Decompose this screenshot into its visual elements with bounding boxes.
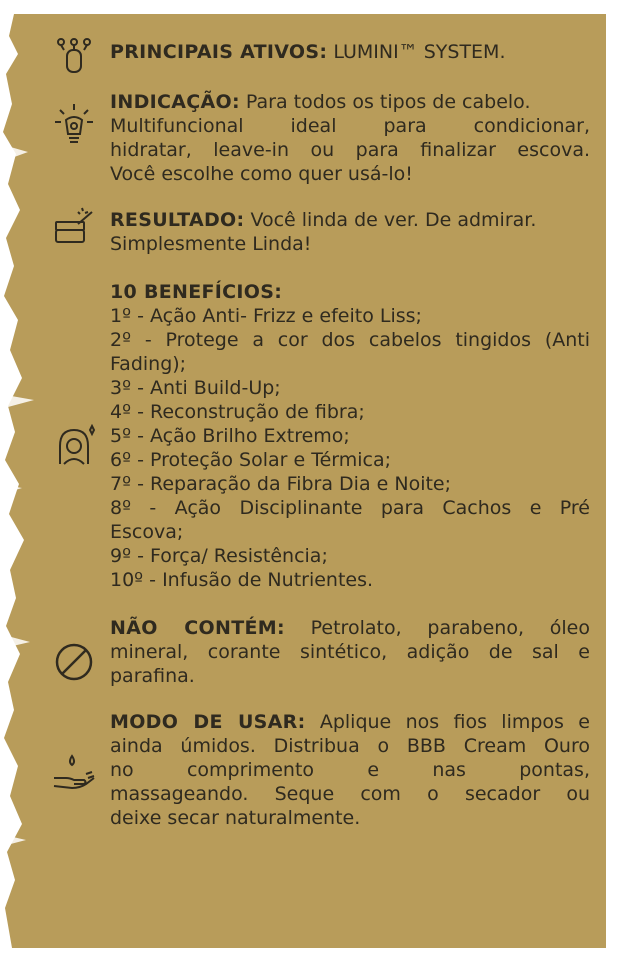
beneficio-item: 5º - Ação Brilho Extremo;: [110, 425, 350, 447]
resultado-line2: Simplesmente Linda!: [110, 233, 312, 255]
beneficio-item: 6º - Proteção Solar e Térmica;: [110, 449, 392, 471]
modo-de-usar-line4: massageando. Seque com o secador ou: [110, 783, 590, 805]
modo-de-usar-line1: Aplique nos fios limpos e: [319, 711, 590, 733]
prohibited-icon: [52, 640, 96, 684]
beneficio-item: Fading);: [110, 353, 187, 375]
modo-de-usar-line2: ainda úmidos. Distribua o BBB Cream Ouro: [110, 735, 590, 757]
beneficio-item: 7º - Reparação da Fibra Dia e Noite;: [110, 473, 452, 495]
lightbulb-icon: [52, 102, 96, 146]
indicacao-line3: hidratar, leave-in ou para finalizar escova.: [110, 139, 590, 161]
beneficio-item: 10º - Infusão de Nutrientes.: [110, 569, 374, 591]
test-tubes-icon: [52, 34, 96, 78]
beneficio-item: 3º - Anti Build-Up;: [110, 377, 281, 399]
principais-heading: PRINCIPAIS ATIVOS:: [110, 41, 328, 63]
modo-de-usar-heading: MODO DE USAR:: [110, 711, 306, 733]
beneficio-item: 2º - Protege a cor dos cabelos tingidos (Anti: [110, 329, 590, 351]
brush-edge-decoration: [0, 14, 50, 948]
nao-contem-line3: parafina.: [110, 665, 195, 687]
indicacao-line2: Multifuncional ideal para condicionar,: [110, 115, 590, 137]
product-info-panel: [0, 14, 606, 948]
beneficio-item: 9º - Força/ Resistência;: [110, 545, 328, 567]
modo-de-usar-section: [110, 710, 590, 830]
cream-jar-icon: [52, 204, 96, 248]
modo-de-usar-line3: no comprimento e nas pontas,: [110, 759, 590, 781]
nao-contem-line1: Petrolato, parabeno, óleo: [310, 617, 590, 639]
resultado-section: [110, 208, 590, 256]
indicacao-heading: INDICAÇÃO:: [110, 91, 240, 113]
beneficios-section: [110, 280, 590, 592]
principais-text: LUMINI™ SYSTEM.: [333, 41, 506, 63]
nao-contem-heading: NÃO CONTÉM:: [110, 617, 285, 639]
modo-de-usar-line5: deixe secar naturalmente.: [110, 807, 361, 829]
hand-drop-icon: [52, 752, 96, 796]
indicacao-line1: Para todos os tipos de cabelo.: [245, 91, 531, 113]
principais-ativos-section: [110, 40, 590, 64]
resultado-heading: RESULTADO:: [110, 209, 245, 231]
resultado-line1: Você linda de ver. De admirar.: [250, 209, 537, 231]
indicacao-line4: Você escolhe como quer usá-lo!: [110, 163, 413, 185]
beneficios-heading: 10 BENEFÍCIOS:: [110, 281, 283, 303]
beneficio-item: Escova;: [110, 521, 184, 543]
woman-sparkle-icon: [52, 424, 96, 468]
beneficio-item: 4º - Reconstrução de fibra;: [110, 401, 365, 423]
nao-contem-section: [110, 616, 590, 688]
indicacao-section: [110, 90, 590, 186]
beneficio-item: 8º - Ação Disciplinante para Cachos e Pré: [110, 497, 590, 519]
nao-contem-line2: mineral, corante sintético, adição de sal e: [110, 641, 590, 663]
beneficio-item: 1º - Ação Anti- Frizz e efeito Liss;: [110, 305, 422, 327]
